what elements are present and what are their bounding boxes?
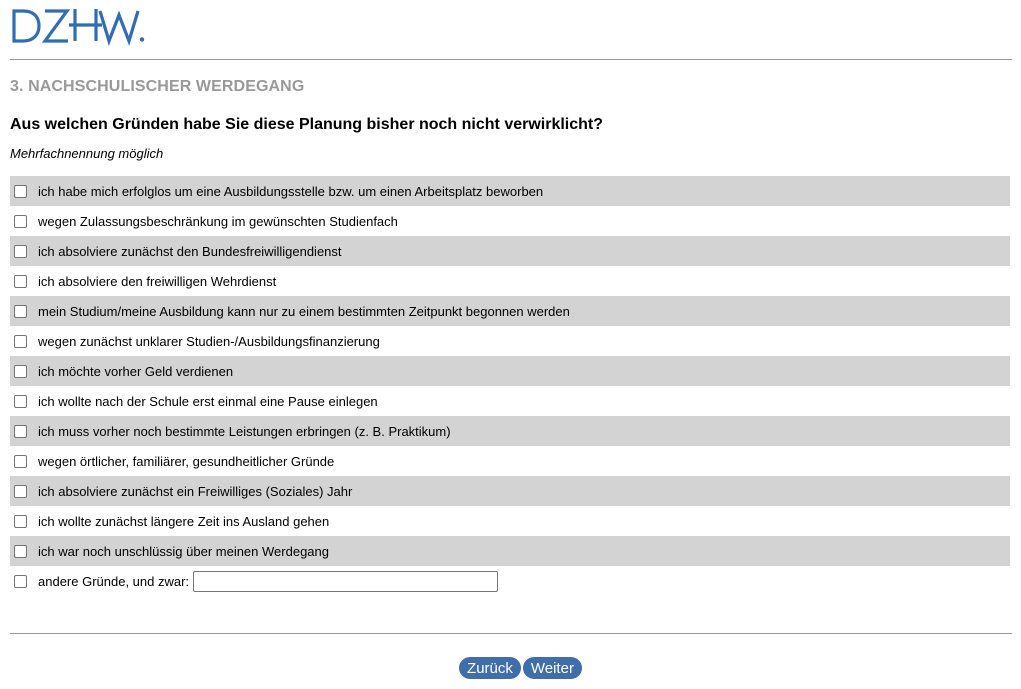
option-label[interactable]: ich absolviere zunächst den Bundesfreiwilligendienst — [38, 243, 342, 259]
header-divider — [10, 59, 1012, 60]
option-row[interactable] — [10, 446, 1010, 476]
option-label[interactable]: ich wollte zunächst längere Zeit ins Ausland gehen — [38, 513, 330, 529]
option-checkbox[interactable] — [14, 245, 27, 258]
dzhw-logo — [11, 6, 146, 46]
option-label[interactable]: ich muss vorher noch bestimmte Leistungen erbringen (z. B. Praktikum) — [38, 423, 451, 439]
option-row[interactable] — [10, 326, 1010, 356]
option-label[interactable]: ich möchte vorher Geld verdienen — [38, 363, 234, 379]
option-row[interactable] — [10, 236, 1010, 266]
other-label[interactable]: andere Gründe, und zwar: — [38, 573, 190, 589]
option-label[interactable]: ich wollte nach der Schule erst einmal eine Pause einlegen — [38, 393, 378, 409]
option-row[interactable] — [10, 266, 1010, 296]
option-checkbox[interactable] — [14, 335, 27, 348]
option-checkbox[interactable] — [14, 515, 27, 528]
option-checkbox[interactable] — [14, 365, 27, 378]
option-row[interactable] — [10, 296, 1010, 326]
option-row-other[interactable] — [10, 566, 1010, 596]
option-checkbox[interactable] — [14, 185, 27, 198]
option-label[interactable]: wegen Zulassungsbeschränkung im gewünschten Studienfach — [38, 213, 398, 229]
option-row[interactable] — [10, 536, 1010, 566]
option-checkbox[interactable] — [14, 395, 27, 408]
option-label[interactable]: mein Studium/meine Ausbildung kann nur zu einem bestimmten Zeitpunkt begonnen werden — [38, 303, 570, 319]
option-label[interactable]: ich absolviere zunächst ein Freiwilliges (Soziales) Jahr — [38, 483, 353, 499]
option-row[interactable] — [10, 386, 1010, 416]
back-button[interactable]: Zurück — [459, 657, 521, 679]
option-row[interactable] — [10, 476, 1010, 506]
option-row[interactable] — [10, 206, 1010, 236]
option-row[interactable] — [10, 176, 1010, 206]
option-label[interactable]: wegen zunächst unklarer Studien-/Ausbildungsfinanzierung — [38, 333, 380, 349]
section-title: 3. NACHSCHULISCHER WERDEGANG — [10, 78, 305, 95]
option-checkbox[interactable] — [14, 215, 27, 228]
option-label[interactable]: wegen örtlicher, familiärer, gesundheitlicher Gründe — [38, 453, 335, 469]
footer-divider — [10, 633, 1012, 634]
answer-options — [10, 176, 1010, 596]
option-checkbox[interactable] — [14, 455, 27, 468]
question-text: Aus welchen Gründen habe Sie diese Planung bisher noch nicht verwirklicht? — [10, 116, 604, 133]
navigation-bar — [0, 657, 1021, 679]
other-checkbox[interactable] — [14, 575, 27, 588]
option-label[interactable]: ich war noch unschlüssig über meinen Werdegang — [38, 543, 329, 559]
option-row[interactable] — [10, 356, 1010, 386]
option-row[interactable] — [10, 506, 1010, 536]
next-button[interactable]: Weiter — [523, 657, 582, 679]
option-checkbox[interactable] — [14, 485, 27, 498]
option-checkbox[interactable] — [14, 275, 27, 288]
option-checkbox[interactable] — [14, 425, 27, 438]
option-row[interactable] — [10, 416, 1010, 446]
question-hint: Mehrfachnennung möglich — [10, 146, 164, 161]
option-label[interactable]: ich absolviere den freiwilligen Wehrdienst — [38, 273, 277, 289]
other-reason-input[interactable] — [193, 571, 498, 592]
option-checkbox[interactable] — [14, 305, 27, 318]
option-label[interactable]: ich habe mich erfolglos um eine Ausbildungsstelle bzw. um einen Arbeitsplatz beworben — [38, 183, 544, 199]
option-checkbox[interactable] — [14, 545, 27, 558]
